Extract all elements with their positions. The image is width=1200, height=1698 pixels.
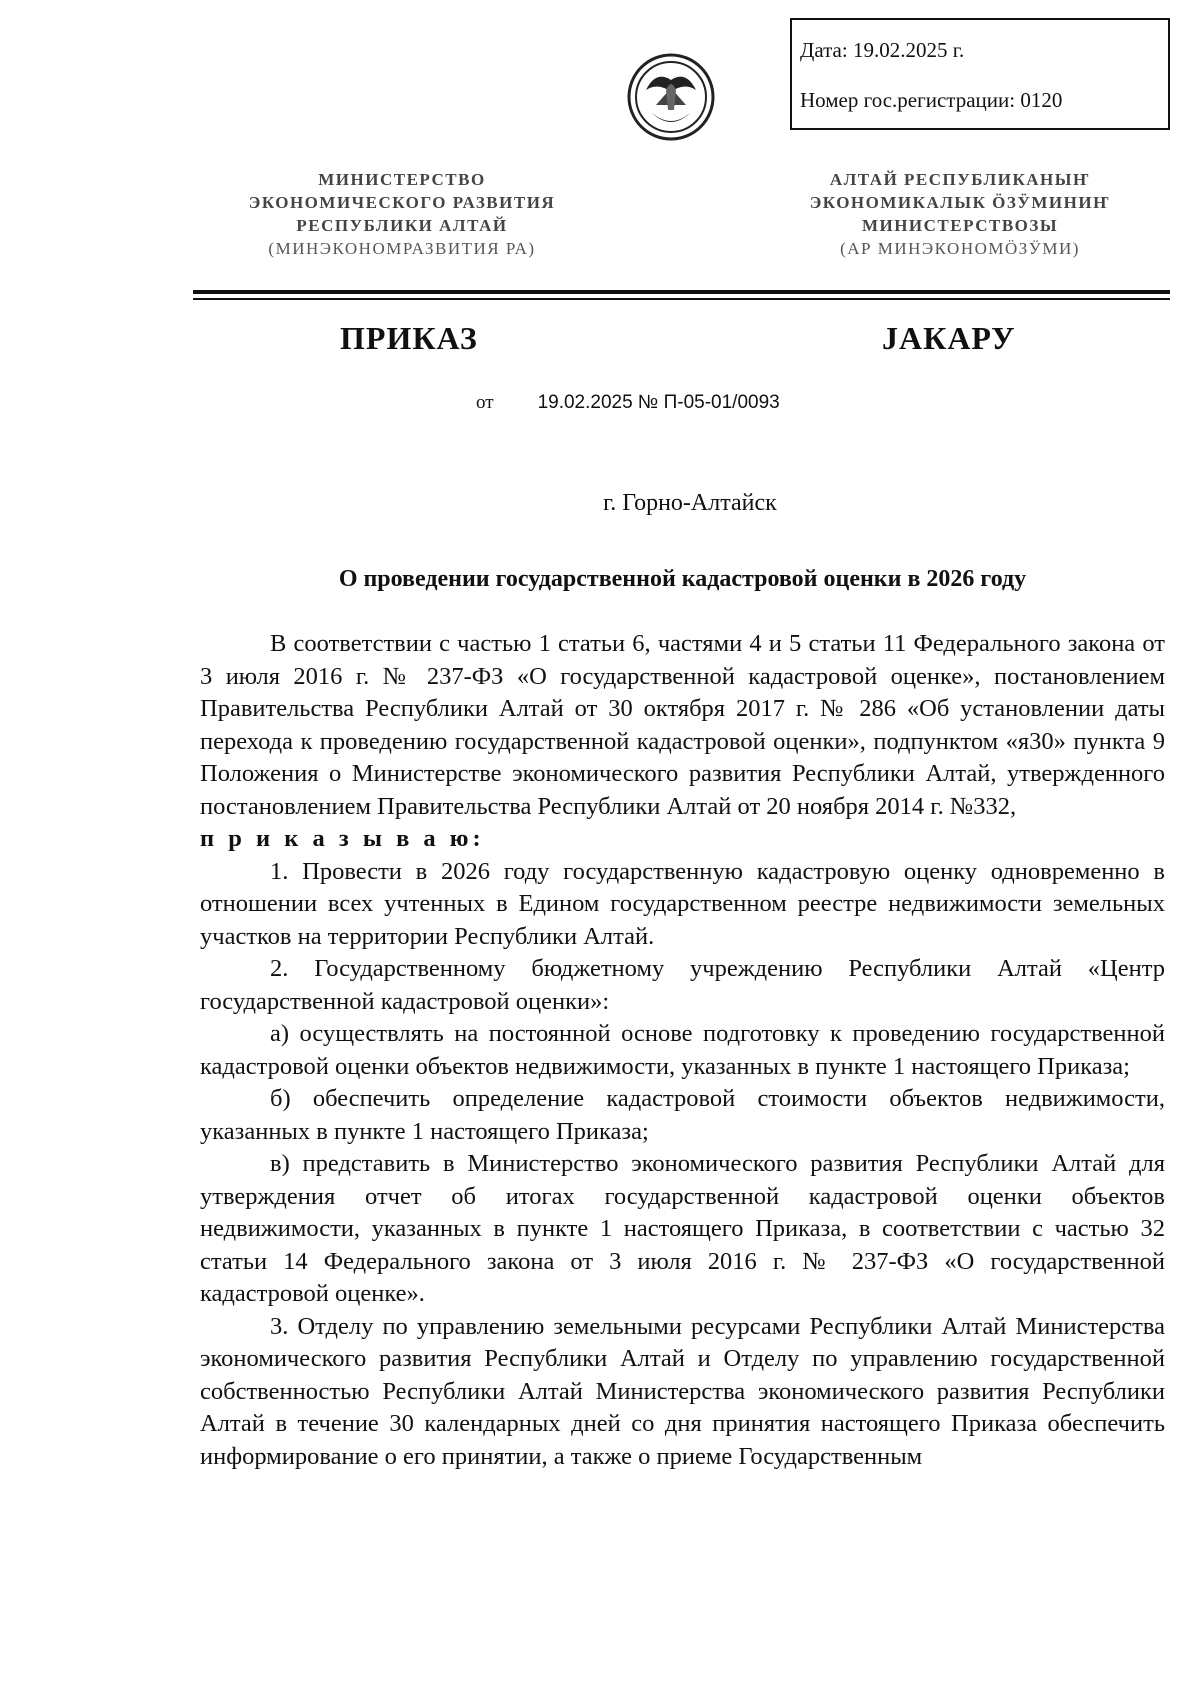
ministry-abbreviation: (МИНЭКОНОМРАЗВИТИЯ РА) <box>268 239 536 258</box>
document-type-russian: ПРИКАЗ <box>340 320 478 356</box>
registration-number <box>800 88 1168 138</box>
registration-number-value: 0120 <box>1020 88 1063 112</box>
registration-date <box>800 38 1168 88</box>
document-title: О проведении государственной кадастровой оценки в 2026 году <box>338 566 1027 592</box>
paragraph-item-2b: б) обеспечить определение кадастровой стоимости объектов недвижимости, указанных в пункте 1 настоящего Приказа; <box>200 1085 1165 1145</box>
order-from-label: от <box>476 392 494 413</box>
order-number: 19.02.2025 № П-05-01/0093 <box>537 392 780 413</box>
order-line <box>476 392 780 414</box>
registration-box <box>790 18 1170 130</box>
ministry-line: МИНИСТЕРСТВОЗЫ <box>861 216 1059 235</box>
registration-number-label: Номер гос.регистрации: <box>800 88 1016 112</box>
ministry-line: РЕСПУБЛИКИ АЛТАЙ <box>296 216 508 235</box>
header-divider <box>193 290 1170 294</box>
paragraph-item-2a: а) осуществлять на постоянной основе подготовку к проведению государственной кадастровой оценки объектов недвижимости, указанных в пункте 1 настоящего Приказа; <box>200 1020 1165 1080</box>
paragraph-item-2: 2. Государственному бюджетному учреждению Республики Алтай «Центр государственной кадастровой оценки»: <box>200 955 1165 1015</box>
ministry-line: МИНИСТЕРСТВО <box>318 170 486 189</box>
coat-of-arms-icon <box>626 50 716 145</box>
ministry-name-altai <box>750 168 1170 260</box>
paragraph-item-3: 3. Отделу по управлению земельными ресурсами Республики Алтай Министерства экономического развития Республики Алтай и Отделу по управлению государственной собственностью Республики Алтай Министерства экономического развития Республики Алтай в течение 30 календарных дней со дня принятия настоящего Приказа обеспечить информирование о его принятии, а также о приеме Государственным <box>200 1312 1165 1470</box>
paragraph-item-2c: в) представить в Министерство экономического развития Республики Алтай для утверждения отчет об итогах государственной кадастровой оценки объектов недвижимости, указанных в пункте 1 настоящего Приказа, в соответствии с частью 32 статьи 14 Федерального закона от 3 июля 2016 г. № 237-ФЗ «О государственной кадастровой оценке». <box>200 1150 1165 1307</box>
city: г. Горно-Алтайск <box>603 490 777 516</box>
registration-date-value: 19.02.2025 г. <box>852 38 965 62</box>
ministry-abbreviation: (АР МИНЭКОНОМÖЗӰМИ) <box>840 239 1080 258</box>
paragraph-item-1: 1. Провести в 2026 году государственную кадастровую оценку одновременно в отношении всех учтенных в Едином государственном реестре недвижимости земельных участков на территории Республики Алтай. <box>200 857 1165 950</box>
header-divider-thin <box>193 298 1170 300</box>
paragraph-preamble: В соответствии с частью 1 статьи 6, частями 4 и 5 статьи 11 Федерального закона от 3 июля 2016 г. № 237-ФЗ «О государственной кадастровой оценке», постановлением Правительства Республики Алтай от 30 октября 2017 г. № 286 «Об установлении даты перехода к проведению государственной кадастровой оценки», подпунктом «я30» пункта 9 Положения о Министерстве экономического развития Республики Алтай, утвержденного постановлением Правительства Республики Алтай от 20 ноября 2014 г. №332, <box>200 630 1165 820</box>
document-type-altai: JАКАРУ <box>882 320 1016 356</box>
order-word: п р и к а з ы в а ю: <box>200 825 485 852</box>
ministry-name-russian <box>192 168 612 260</box>
ministry-line: ЭКОНОМИКАЛЫК ÖЗӰМИНИҤ <box>809 193 1111 212</box>
ministry-line: ЭКОНОМИЧЕСКОГО РАЗВИТИЯ <box>248 193 556 212</box>
registration-date-label: Дата: <box>800 38 848 62</box>
ministry-line: АЛТАЙ РЕСПУБЛИКАНЫҤ <box>829 170 1091 189</box>
document-body <box>200 628 1165 1473</box>
